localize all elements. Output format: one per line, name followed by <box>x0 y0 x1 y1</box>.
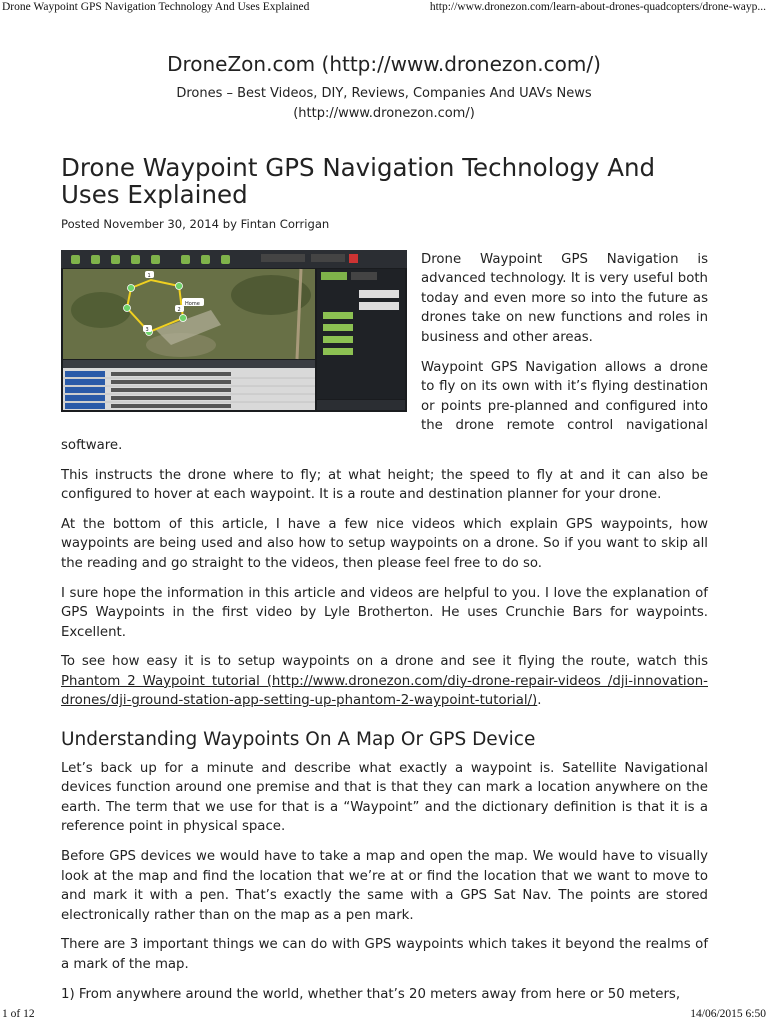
site-tagline-text: Drones – Best Videos, DIY, Reviews, Companies And UAVs News <box>176 86 592 101</box>
print-header <box>0 0 768 16</box>
paragraph-waypoint-nav: Waypoint GPS Navigation allows a drone to fly on its own with it’s flying destination or points pre-planned and configured into the drone remote control navigational software. <box>61 359 708 453</box>
site-name-link[interactable]: DroneZon.com (http://www.dronezon.com/) <box>167 52 601 76</box>
site-tagline <box>0 84 768 124</box>
article <box>61 154 708 1014</box>
paragraph-intro: Drone Waypoint GPS Navigation is advanced technology. It is very useful both today and even more so into the future as drones take on new functions and roles in business and other areas. <box>421 251 708 345</box>
site-tagline-url[interactable]: (http://www.dronezon.com/) <box>293 106 475 121</box>
tutorial-post-text: . <box>537 693 542 709</box>
paragraph-tutorial <box>61 652 708 711</box>
print-timestamp: 14/06/2015 6:50 <box>690 1008 766 1020</box>
page-number: 1 of 12 <box>2 1008 35 1020</box>
paragraph-instructs: This instructs the drone where to fly; at what height; the speed to fly at and it can also be configured to hover at each waypoint. It is a route and destination planner for your drone. <box>61 467 708 503</box>
phantom-tutorial-link[interactable]: Phantom 2 Waypoint tutorial (http://www.dronezon.com/diy-drone-repair-videos /dji-innovation-drones/dji-ground-station-app-setting-up-phantom-2-waypoint-tutorial/) <box>61 673 708 709</box>
paragraph-hope: I sure hope the information in this article and videos are helpful to you. I love the explanation of GPS Waypoints in the first video by Lyle Brotherton. He uses Crunchie Bars for waypoints. Excellent. <box>61 585 708 640</box>
article-byline: Posted November 30, 2014 by Fintan Corrigan <box>61 217 330 231</box>
tutorial-pre-text: To see how easy it is to setup waypoints on a drone and see it flying the route, watch this <box>61 654 708 670</box>
paragraph-point-one: 1) From anywhere around the world, whether that’s 20 meters away from here or 50 meters, <box>61 986 681 1002</box>
article-title: Drone Waypoint GPS Navigation Technology And Uses Explained <box>61 153 656 209</box>
print-header-url: http://www.dronezon.com/learn-about-drones-quadcopters/drone-wayp... <box>429 1 766 13</box>
waypoint-number-1: 1 <box>147 272 151 279</box>
map-home-label: Home <box>185 300 200 307</box>
paragraph-videos: At the bottom of this article, I have a few nice videos which explain GPS waypoints, how waypoints are being used and also how to setup waypoints on a drone. So if you want to skip all the reading and go straight to the videos, then please feel free to do so. <box>61 516 708 571</box>
print-header-title: Drone Waypoint GPS Navigation Technology And Uses Explained <box>2 1 310 13</box>
paragraph-three-things: There are 3 important things we can do with GPS waypoints which takes it beyond the realms of a mark of the map. <box>61 937 708 972</box>
print-footer <box>0 1006 768 1024</box>
paragraph-before-gps: Before GPS devices we would have to take a map and open the map. We would have to visually look at the map and find the location that we’re at or find the location that we want to move to and mark it with a pen. That’s exactly the same with a GPS Sat Nav. The points are stored electronically rather than on the map as a pen mark. <box>61 849 708 923</box>
ground-station-screenshot <box>61 250 407 412</box>
waypoint-number-2: 2 <box>177 306 181 313</box>
waypoint-number-3: 3 <box>145 326 149 333</box>
site-header <box>0 52 768 124</box>
paragraph-waypoint-definition: Let’s back up for a minute and describe what exactly a waypoint is. Satellite Navigational devices function around one premise and that is that they can mark a location anywhere on the earth. The term that we use for that is a “Waypoint” and the dictionary definition is that it is a reference point in physical space. <box>61 760 708 835</box>
section-heading: Understanding Waypoints On A Map Or GPS Device <box>61 729 536 751</box>
ground-station-graphic <box>61 250 407 412</box>
